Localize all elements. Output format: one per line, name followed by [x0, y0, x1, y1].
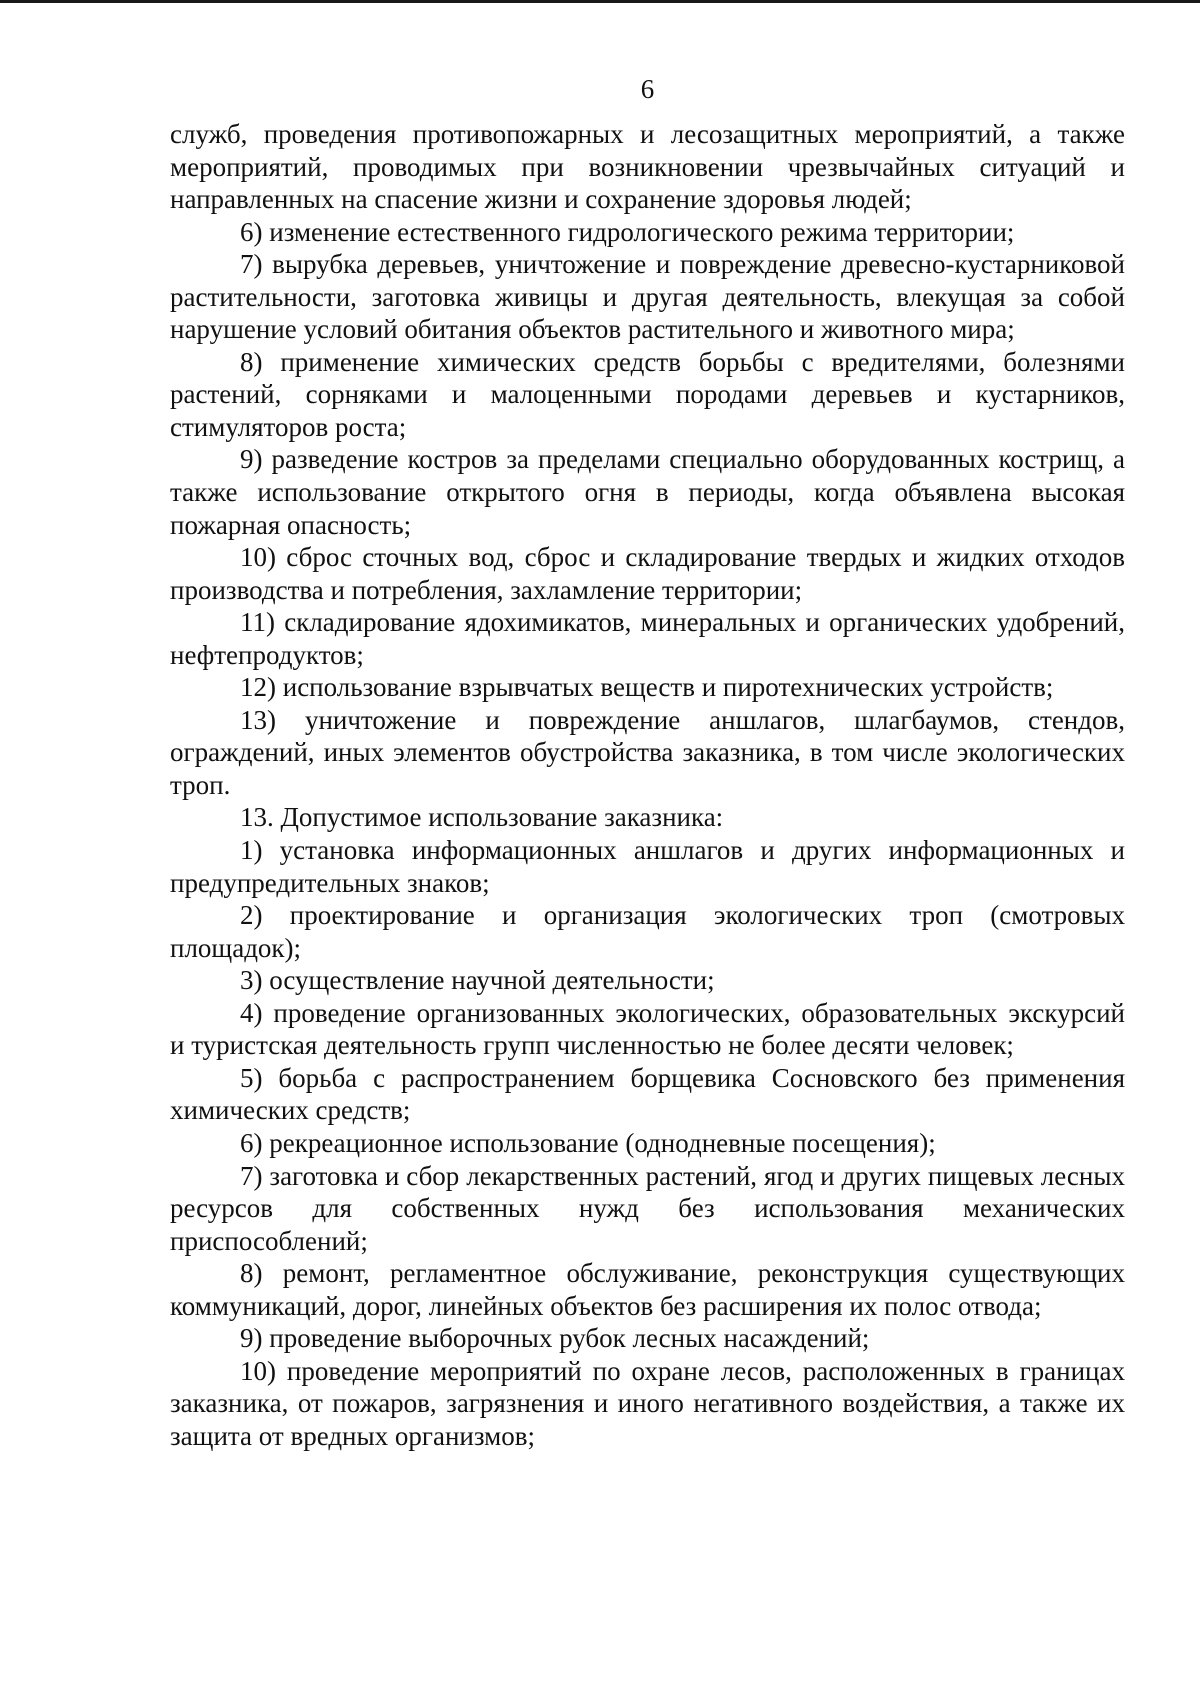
list-item-7: 7) вырубка деревьев, уничтожение и повреждение древесно-кустарниковой растительности, заготовка живицы и другая деятельность, влекущая за собой нарушение условий обитания объектов растительного и животного мира; [170, 249, 1125, 345]
list-item-13: 13) уничтожение и повреждение аншлагов, шлагбаумов, стендов, ограждений, иных элементов обустройства заказника, в том числе экологических троп. [170, 704, 1125, 800]
scan-top-border [0, 0, 1200, 3]
allowed-item-7: 7) заготовка и сбор лекарственных растений, ягод и других пищевых лесных ресурсов для собственных нужд без использования механических приспособлений; [170, 1160, 1125, 1256]
allowed-item-10: 10) проведение мероприятий по охране лесов, расположенных в границах заказника, от пожаров, загрязнения и иного негативного воздействия, а также их защита от вредных организмов; [170, 1355, 1125, 1451]
list-item-8: 8) применение химических средств борьбы с вредителями, болезнями растений, сорняками и малоценными породами деревьев и кустарников, стимуляторов роста; [170, 346, 1125, 442]
list-item-11: 11) складирование ядохимикатов, минеральных и органических удобрений, нефтепродуктов; [170, 607, 1125, 670]
allowed-item-3: 3) осуществление научной деятельности; [240, 965, 715, 996]
allowed-item-1: 1) установка информационных аншлагов и других информационных и предупредительных знаков; [170, 835, 1125, 898]
allowed-item-8: 8) ремонт, регламентное обслуживание, реконструкция существующих коммуникаций, дорог, линейных объектов без расширения их полос отвода; [170, 1258, 1125, 1321]
allowed-item-5: 5) борьба с распространением борщевика Сосновского без применения химических средств; [170, 1062, 1125, 1126]
allowed-item-9: 9) проведение выборочных рубок лесных насаждений; [240, 1323, 870, 1354]
paragraph-continuation: служб, проведения противопожарных и лесозащитных мероприятий, а также мероприятий, проводимых при возникновении чрезвычайных ситуаций и направленных на спасение жизни и сохранение здоровья людей; [170, 119, 1125, 215]
page-number: 6 [640, 74, 655, 104]
list-item-10: 10) сброс сточных вод, сброс и складирование твердых и жидких отходов производства и потребления, захламление территории; [170, 542, 1125, 605]
list-item-6: 6) изменение естественного гидрологического режима территории; [240, 216, 1015, 247]
list-item-9: 9) разведение костров за пределами специально оборудованных кострищ, а также использование открытого огня в периоды, когда объявлена высокая пожарная опасность; [170, 444, 1125, 540]
allowed-item-2: 2) проектирование и организация экологических троп (смотровых площадок); [170, 900, 1125, 963]
document-body [170, 118, 1125, 1452]
allowed-item-4: 4) проведение организованных экологических, образовательных экскурсий и туристская деятельность групп численностью не более десяти человек; [170, 997, 1125, 1061]
list-item-12: 12) использование взрывчатых веществ и пиротехнических устройств; [240, 672, 1054, 703]
section-heading-13: 13. Допустимое использование заказника: [240, 802, 724, 833]
allowed-item-6: 6) рекреационное использование (однодневные посещения); [240, 1127, 936, 1158]
